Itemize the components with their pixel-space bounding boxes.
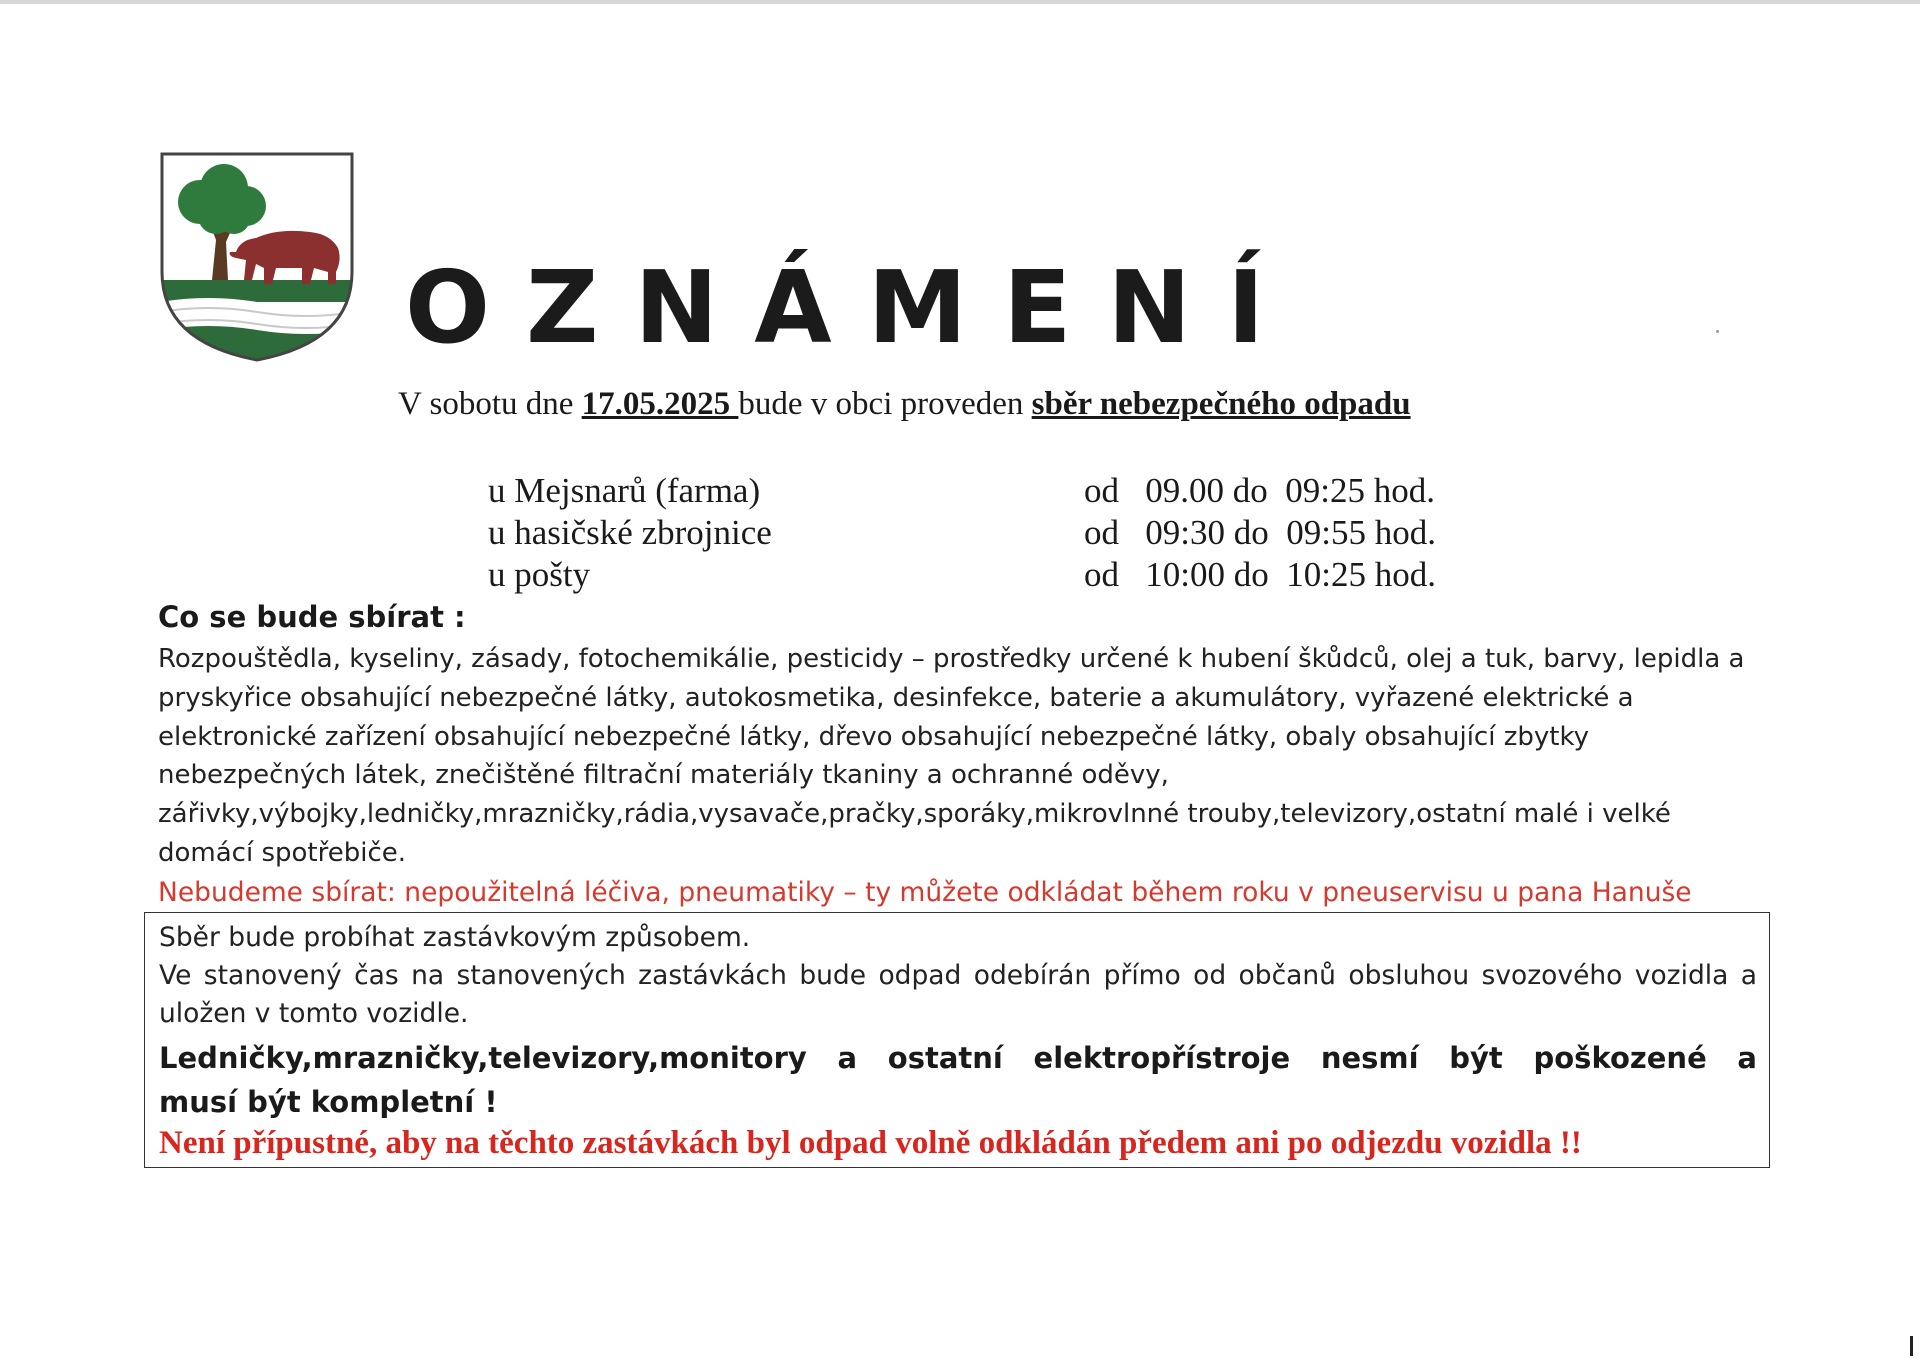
schedule-place: u pošty [488, 555, 591, 594]
schedule-place: u Mejsnarů (farma) [488, 471, 761, 510]
scan-edge-mark [1910, 1336, 1913, 1356]
electronics-warning-end: musí být kompletní ! [159, 1085, 498, 1119]
schedule-time: od 10:00 do 10:25 hod. [1084, 555, 1436, 594]
rules-line: Sběr bude probíhat zastávkovým způsobem. [159, 922, 751, 953]
announcement-intro [398, 385, 1411, 425]
rules-line: Ve stanovený čas na stanovených zastávkách bude odpad odebírán přímo od občanů obsluhou svozového vozidla a [159, 960, 1757, 991]
scan-speck [1716, 330, 1719, 333]
collection-event: sběr nebezpečného odpadu [1031, 386, 1411, 422]
collected-heading: Co se bude sbírat : [158, 600, 466, 634]
dumping-prohibition: Není přípustné, aby na těchto zastávkách byl odpad volně odkládán předem ani po odjezdu vozidla !! [159, 1125, 1582, 1161]
electronics-warning: Ledničky,mrazničky,televizory,monitory a ostatní elektropřístroje nesmí být poškozené a [159, 1041, 1757, 1075]
coat-of-arms-icon [160, 152, 354, 362]
schedule-time: od 09:30 do 09:55 hod. [1084, 513, 1436, 552]
intro-middle: bude v obci proveden [738, 386, 1032, 422]
intro-prefix: V sobotu dne [398, 386, 582, 422]
schedule-time: od 09.00 do 09:25 hod. [1084, 471, 1435, 510]
collected-items: Rozpouštědla, kyseliny, zásady, fotochemikálie, pesticidy – prostředky určené k hubení škůdců, olej a tuk, barvy, lepidla a pryskyřice obsahující nebezpečné látky, autokosmetika, desinfekce, baterie a akumulátory, vyřazené elektrické a elektronické zařízení obsahující nebezpečné látky, dřevo obsahující nebezpečné látky, obaly obsahující zbytky nebezpečných látek, znečištěné filtrační materiály tkaniny a ochranné oděvy, zářivky,výbojky,ledničky,mrazničky,rádia,vysavače,pračky,sporáky,mikrovlnné trouby,televizory,ostatní malé i velké domácí spotřebiče. [158, 644, 1745, 868]
collection-rules-box [144, 912, 1770, 1168]
page-title: OZNÁMENÍ [405, 249, 1301, 366]
schedule-place: u hasičské zbrojnice [488, 513, 772, 552]
rules-line: uložen v tomto vozidle. [159, 998, 469, 1029]
scan-edge [0, 0, 1920, 4]
collection-date: 17.05.2025 [581, 386, 739, 422]
not-collected-note: Nebudeme sbírat: nepoužitelná léčiva, pneumatiky – ty můžete odkládat během roku v pneuservisu u pana Hanuše [158, 877, 1692, 908]
